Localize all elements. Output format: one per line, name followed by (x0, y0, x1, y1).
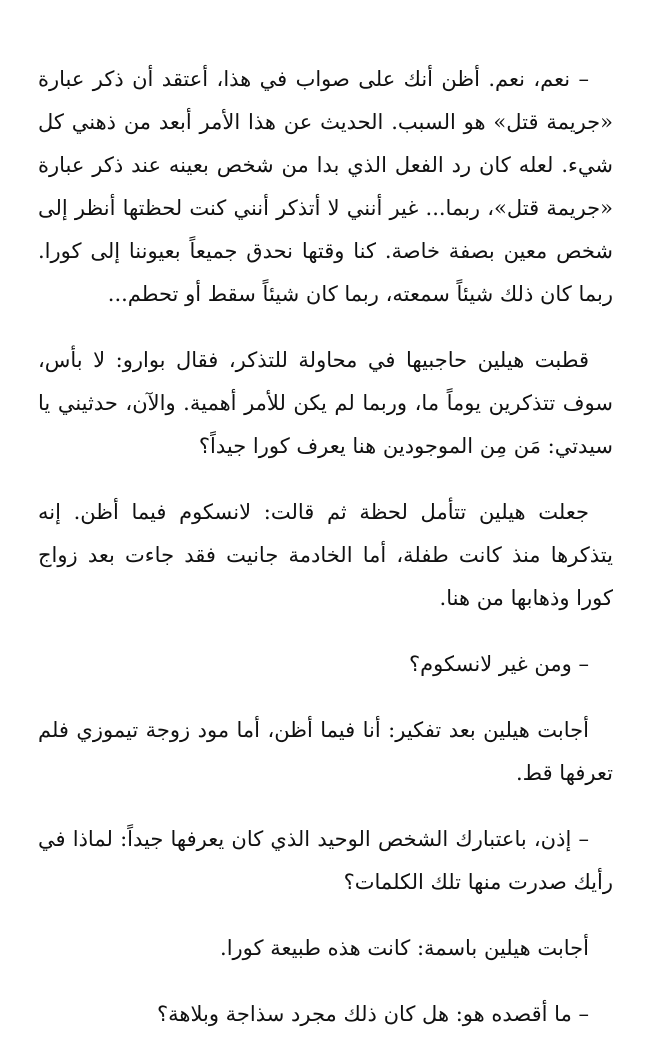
paragraph-7: أجابت هيلين باسمة: كانت هذه طبيعة كورا. (220, 936, 589, 960)
paragraph-2: قطبت هيلين حاجبيها في محاولة للتذكر، فقال بوارو: لا بأس، سوف تتذكرين يوماً ما، وربما لم يكن للأمر أهمية. والآن، حدثيني يا سيدتي: مَن مِن الموجودين هنا يعرف كورا جيداً؟ (38, 348, 613, 458)
paragraph-6: – إذن، باعتبارك الشخص الوحيد الذي كان يعرفها جيداً: لماذا في رأيك صدرت منها تلك الكلمات؟ (38, 827, 613, 894)
paragraph-4: – ومن غير لانسكوم؟ (409, 652, 589, 676)
paragraph-3: جعلت هيلين تتأمل لحظة ثم قالت: لانسكوم فيما أظن. إنه يتذكرها منذ كانت طفلة، أما الخادمة جانيت فقد جاءت بعد زواج كورا وذهابها من هنا. (38, 500, 613, 610)
paragraph-5: أجابت هيلين بعد تفكير: أنا فيما أظن، أما مود زوجة تيموزي فلم تعرفها قط. (38, 718, 613, 785)
paragraph-8: – ما أقصده هو: هل كان ذلك مجرد سذاجة وبلاهة؟ (156, 1002, 589, 1026)
paragraph-1: – نعم، نعم. أظن أنك على صواب في هذا، أعتقد أن ذكر عبارة «جريمة قتل» هو السبب. الحديث عن هذا الأمر أبعد من ذهني كل شيء. لعله كان رد الفعل الذي بدا من شخص بعينه عند ذكر عبارة «جريمة قتل»، ربما... غير أنني لا أتذكر أنني كنت لحظتها أنظر إلى شخص معين بصفة خاصة. كنا وقتها نحدق جميعاً بعيوننا إلى كورا. ربما كان ذلك شيئاً سمعته، ربما كان شيئاً سقط أو تحطم... (38, 67, 613, 306)
book-page (38, 58, 613, 1059)
